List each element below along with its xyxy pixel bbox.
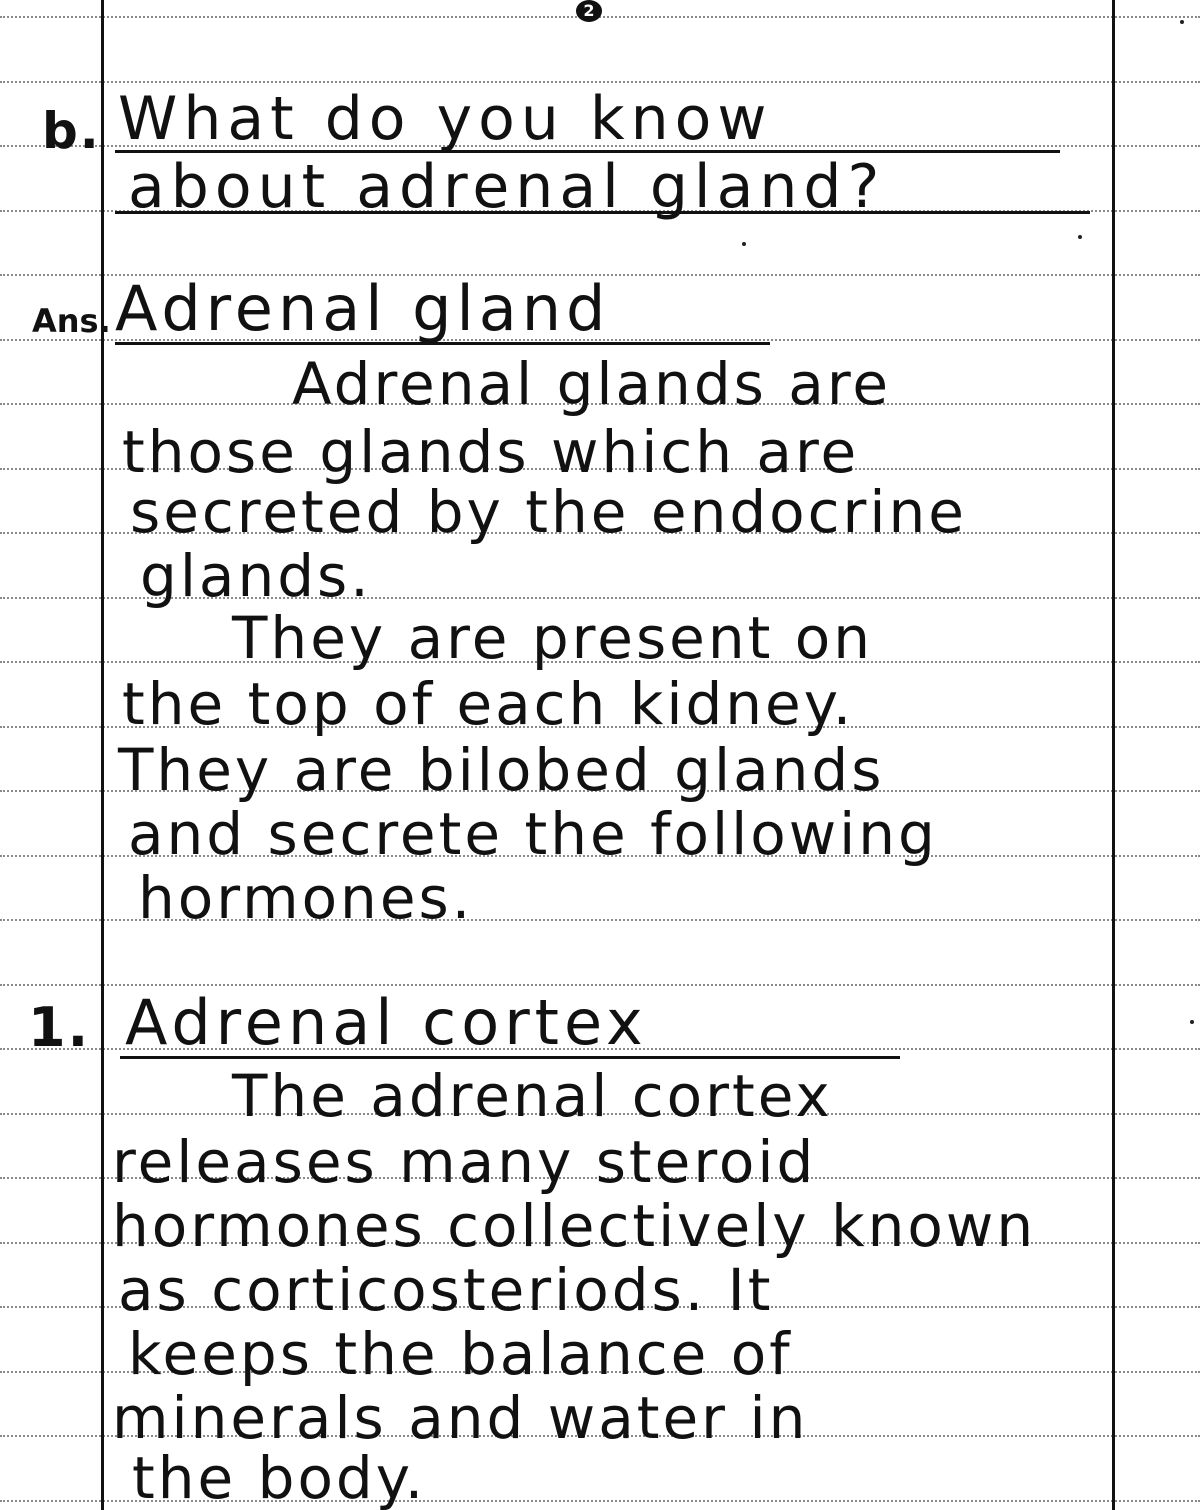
answer-line-5: They are present on [232,604,874,672]
section-1-line-5: keeps the balance of [128,1320,793,1388]
ink-speck [1190,1020,1194,1024]
question-underline-2 [115,211,1090,214]
ink-speck [1180,20,1184,24]
answer-line-4: glands. [140,542,372,610]
section-1-line-3: hormones collectively known [112,1192,1037,1260]
page-number: 2 [576,0,602,22]
left-margin-line [101,0,104,1510]
answer-line-9: hormones. [138,864,474,932]
section-1-heading: Adrenal cortex [125,986,648,1059]
answer-marker: Ans. [32,302,111,340]
question-line-2: about adrenal gland? [128,152,886,222]
ink-speck [1078,235,1082,239]
answer-line-8: and secrete the following [128,800,938,868]
answer-line-7: They are bilobed glands [118,736,885,804]
section-1-line-4: as corticosteriods. It [118,1256,774,1324]
answer-line-1: Adrenal glands are [292,350,892,418]
ruled-line [0,81,1200,83]
section-1-heading-underline [120,1056,900,1059]
section-1-line-1: The adrenal cortex [232,1062,833,1130]
ink-speck [742,242,746,246]
answer-line-2: those glands which are [122,418,860,486]
right-margin-line [1112,0,1115,1510]
answer-heading-underline [115,342,770,345]
answer-heading: Adrenal gland [115,272,611,345]
section-1-line-7: the body. [132,1444,427,1510]
answer-line-3: secreted by the endocrine [130,478,967,546]
section-1-line-2: releases many steroid [112,1128,817,1196]
section-1-line-6: minerals and water in [112,1384,809,1452]
section-1-marker: 1. [28,996,91,1059]
question-line-1: What do you know [118,84,773,154]
answer-line-6: the top of each kidney. [122,670,855,738]
question-marker: b. [42,102,101,160]
